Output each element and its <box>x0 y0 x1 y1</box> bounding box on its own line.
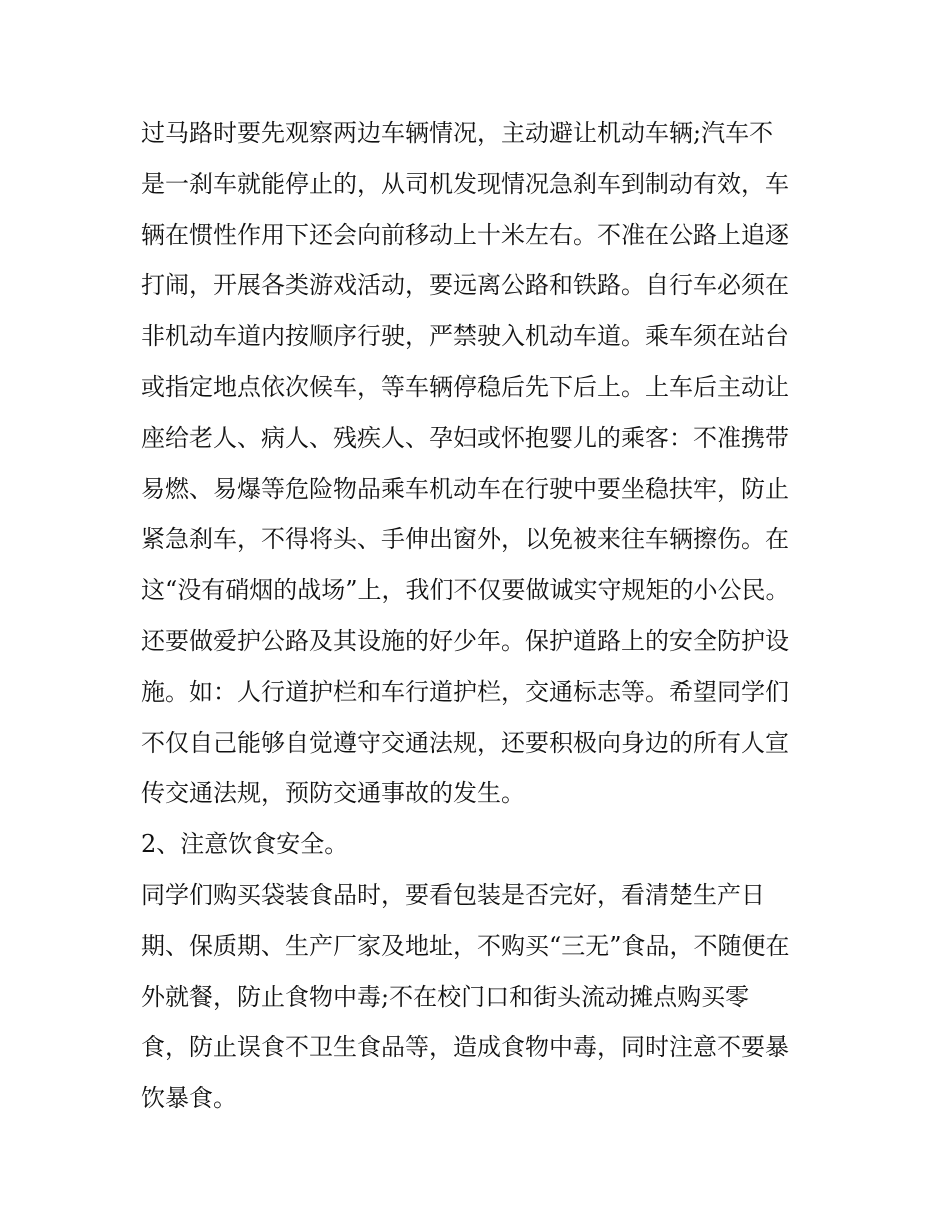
text-line: 打闹，开展各类游戏活动，要远离公路和铁路。自行车必须在 <box>141 271 789 300</box>
text-line: 期、保质期、生产厂家及地址，不购买“三无”食品，不随便在 <box>141 931 790 960</box>
text-line: 施。如：人行道护栏和车行道护栏，交通标志等。希望同学们 <box>141 677 789 706</box>
section-heading: 2、注意饮食安全。 <box>141 830 349 859</box>
text-line: 非机动车道内按顺序行驶，严禁驶入机动车道。乘车须在站台 <box>141 322 789 351</box>
text-line: 食，防止误食不卫生食品等，造成食物中毒，同时注意不要暴 <box>141 1033 789 1062</box>
text-line: 座给老人、病人、残疾人、孕妇或怀抱婴儿的乘客：不准携带 <box>141 423 789 452</box>
text-line: 饮暴食。 <box>141 1084 237 1113</box>
text-line: 或指定地点依次候车，等车辆停稳后先下后上。上车后主动让 <box>141 372 789 401</box>
text-line: 紧急刹车，不得将头、手伸出窗外，以免被来往车辆擦伤。在 <box>141 525 789 554</box>
text-line: 辆在惯性作用下还会向前移动上十米左右。不准在公路上追逐 <box>141 220 789 249</box>
text-line: 不仅自己能够自觉遵守交通法规，还要积极向身边的所有人宣 <box>141 728 789 757</box>
text-line: 过马路时要先观察两边车辆情况，主动避让机动车辆;汽车不 <box>141 119 774 147</box>
text-line: 易燃、易爆等危险物品乘车机动车在行驶中要坐稳扶牢，防止 <box>141 474 789 503</box>
text-line: 传交通法规，预防交通事故的发生。 <box>141 779 525 808</box>
text-line: 这“没有硝烟的战场”上，我们不仅要做诚实守规矩的小公民。 <box>141 576 790 605</box>
text-line: 同学们购买袋装食品时，要看包装是否完好，看清楚生产日 <box>141 880 765 909</box>
text-line: 还要做爱护公路及其设施的好少年。保护道路上的安全防护设 <box>141 626 789 655</box>
body-text <box>141 108 821 1124</box>
text-line: 外就餐，防止食物中毒;不在校门口和街头流动摊点购买零 <box>141 982 750 1011</box>
text-line: 是一刹车就能停止的，从司机发现情况急刹车到制动有效，车 <box>141 169 789 198</box>
